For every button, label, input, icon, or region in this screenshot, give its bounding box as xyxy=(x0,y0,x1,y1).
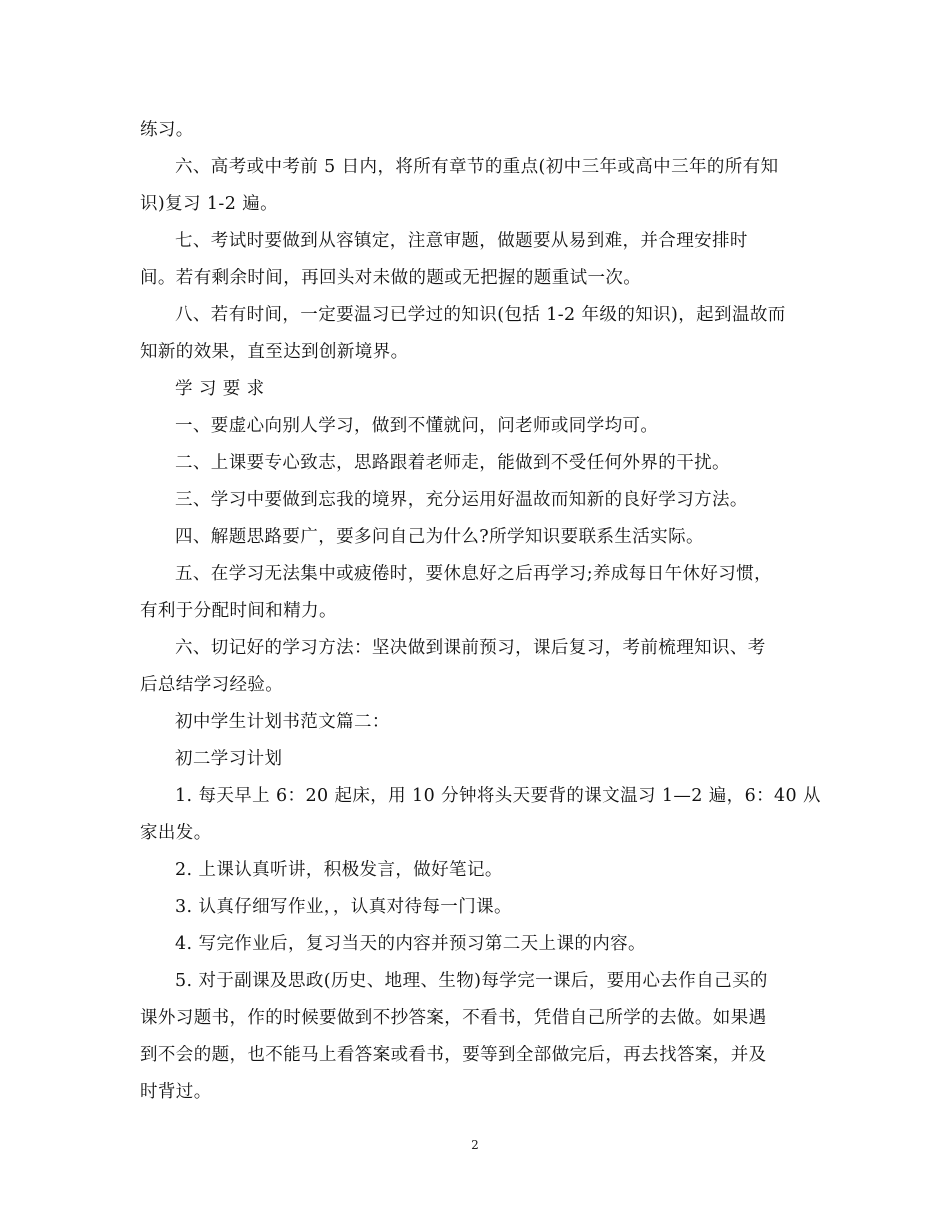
text-line: 到不会的题，也不能马上看答案或看书，要等到全部做完后，再去找答案，并及 xyxy=(140,1045,767,1065)
text-line: 六、高考或中考前 5 日内，将所有章节的重点(初中三年或高中三年的所有知 xyxy=(175,157,779,177)
text-line: 三、学习中要做到忘我的境界，充分运用好温故而知新的良好学习方法。 xyxy=(175,490,748,510)
text-line: 一、要虚心向别人学习，做到不懂就问，问老师或同学均可。 xyxy=(175,416,659,436)
text-line: 课外习题书，作的时候要做到不抄答案，不看书，凭借自己所学的去做。如果遇 xyxy=(140,1008,767,1028)
text-line: 1. 每天早上 6：20 起床，用 10 分钟将头天要背的课文温习 1—2 遍，6：40 从 xyxy=(175,786,821,806)
text-line: 七、考试时要做到从容镇定，注意审题，做题要从易到难，并合理安排时 xyxy=(175,231,748,251)
text-line: 2. 上课认真听讲，积极发言，做好笔记。 xyxy=(175,860,503,880)
text-line: 识)复习 1-2 遍。 xyxy=(140,194,279,214)
text-line: 六、切记好的学习方法：坚决做到课前预习，课后复习，考前梳理知识、考 xyxy=(175,638,766,658)
text-line: 时背过。 xyxy=(140,1082,212,1102)
text-line: 四、解题思路要广，要多问自己为什么?所学知识要联系生活实际。 xyxy=(175,527,704,547)
text-line: 4. 写完作业后，复习当天的内容并预习第二天上课的内容。 xyxy=(175,934,646,954)
text-line: 八、若有时间，一定要温习已学过的知识(包括 1-2 年级的知识)，起到温故而 xyxy=(175,305,786,325)
text-line: 二、上课要专心致志，思路跟着老师走，能做到不受任何外界的干扰。 xyxy=(175,453,730,473)
text-line: 知新的效果，直至达到创新境界。 xyxy=(140,342,409,362)
text-line: 家出发。 xyxy=(140,823,212,843)
text-line: 3. 认真仔细写作业，，认真对待每一门课。 xyxy=(175,897,512,917)
section-heading: 初中学生计划书范文篇二： xyxy=(175,712,390,732)
text-line: 练习。 xyxy=(140,120,194,140)
page-number: 2 xyxy=(471,1138,479,1152)
text-line: 五、在学习无法集中或疲倦时，要休息好之后再学习;养成每日午休好习惯， xyxy=(175,564,772,584)
section-heading: 学 习 要 求 xyxy=(175,379,265,399)
document-body xyxy=(140,112,821,1111)
section-heading: 初二学习计划 xyxy=(175,749,283,769)
text-line: 有利于分配时间和精力。 xyxy=(140,601,337,621)
text-line: 5. 对于副课及思政(历史、地理、生物)每学完一课后，要用心去作自己买的 xyxy=(175,971,768,991)
text-line: 间。若有剩余时间，再回头对未做的题或无把握的题重试一次。 xyxy=(140,268,642,288)
text-line: 后总结学习经验。 xyxy=(140,675,284,695)
